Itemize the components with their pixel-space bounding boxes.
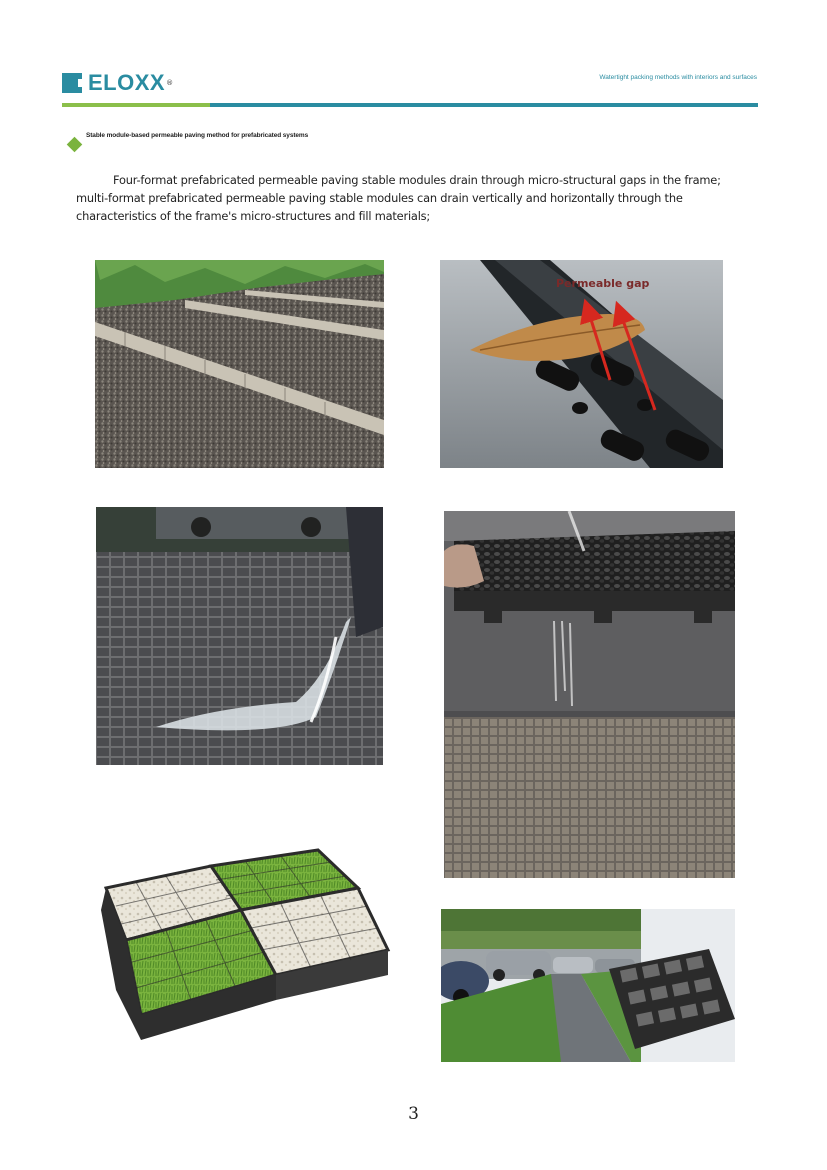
photo-interlocking-modules: [96, 840, 392, 1087]
photo-gravel-paving: [95, 260, 384, 468]
photo-parking-grass-module: [441, 909, 735, 1062]
diamond-bullet-icon: [67, 137, 83, 153]
permeable-gap-label: Permeable gap: [556, 277, 650, 290]
registered-mark-icon: ®: [166, 79, 174, 87]
logo-mark-icon: [62, 73, 82, 93]
body-paragraph: Four-format prefabricated permeable paving stable modules drain through micro-structural gaps in the frame; multi-format prefabricated permeable paving stable modules can drain vertically and horizontally through the characteristics of the frame's micro-structures and fill materials;: [76, 173, 721, 223]
header-rule-teal: [210, 103, 758, 107]
page-number: 3: [408, 1104, 419, 1124]
section-title: Stable module-based permeable paving method for prefabricated systems: [86, 132, 309, 139]
logo-wordmark: ELOXX: [88, 70, 166, 95]
photo-permeable-gap: [440, 260, 723, 468]
photo-vertical-horizontal-drainage: [444, 511, 735, 878]
header-rule-green: [62, 103, 210, 107]
photo-water-drainage-grid: [96, 507, 383, 765]
brand-logo: [62, 70, 173, 96]
header-tagline: Watertight packing methods with interiors and surfaces: [599, 74, 757, 81]
logo-text: [88, 70, 165, 96]
